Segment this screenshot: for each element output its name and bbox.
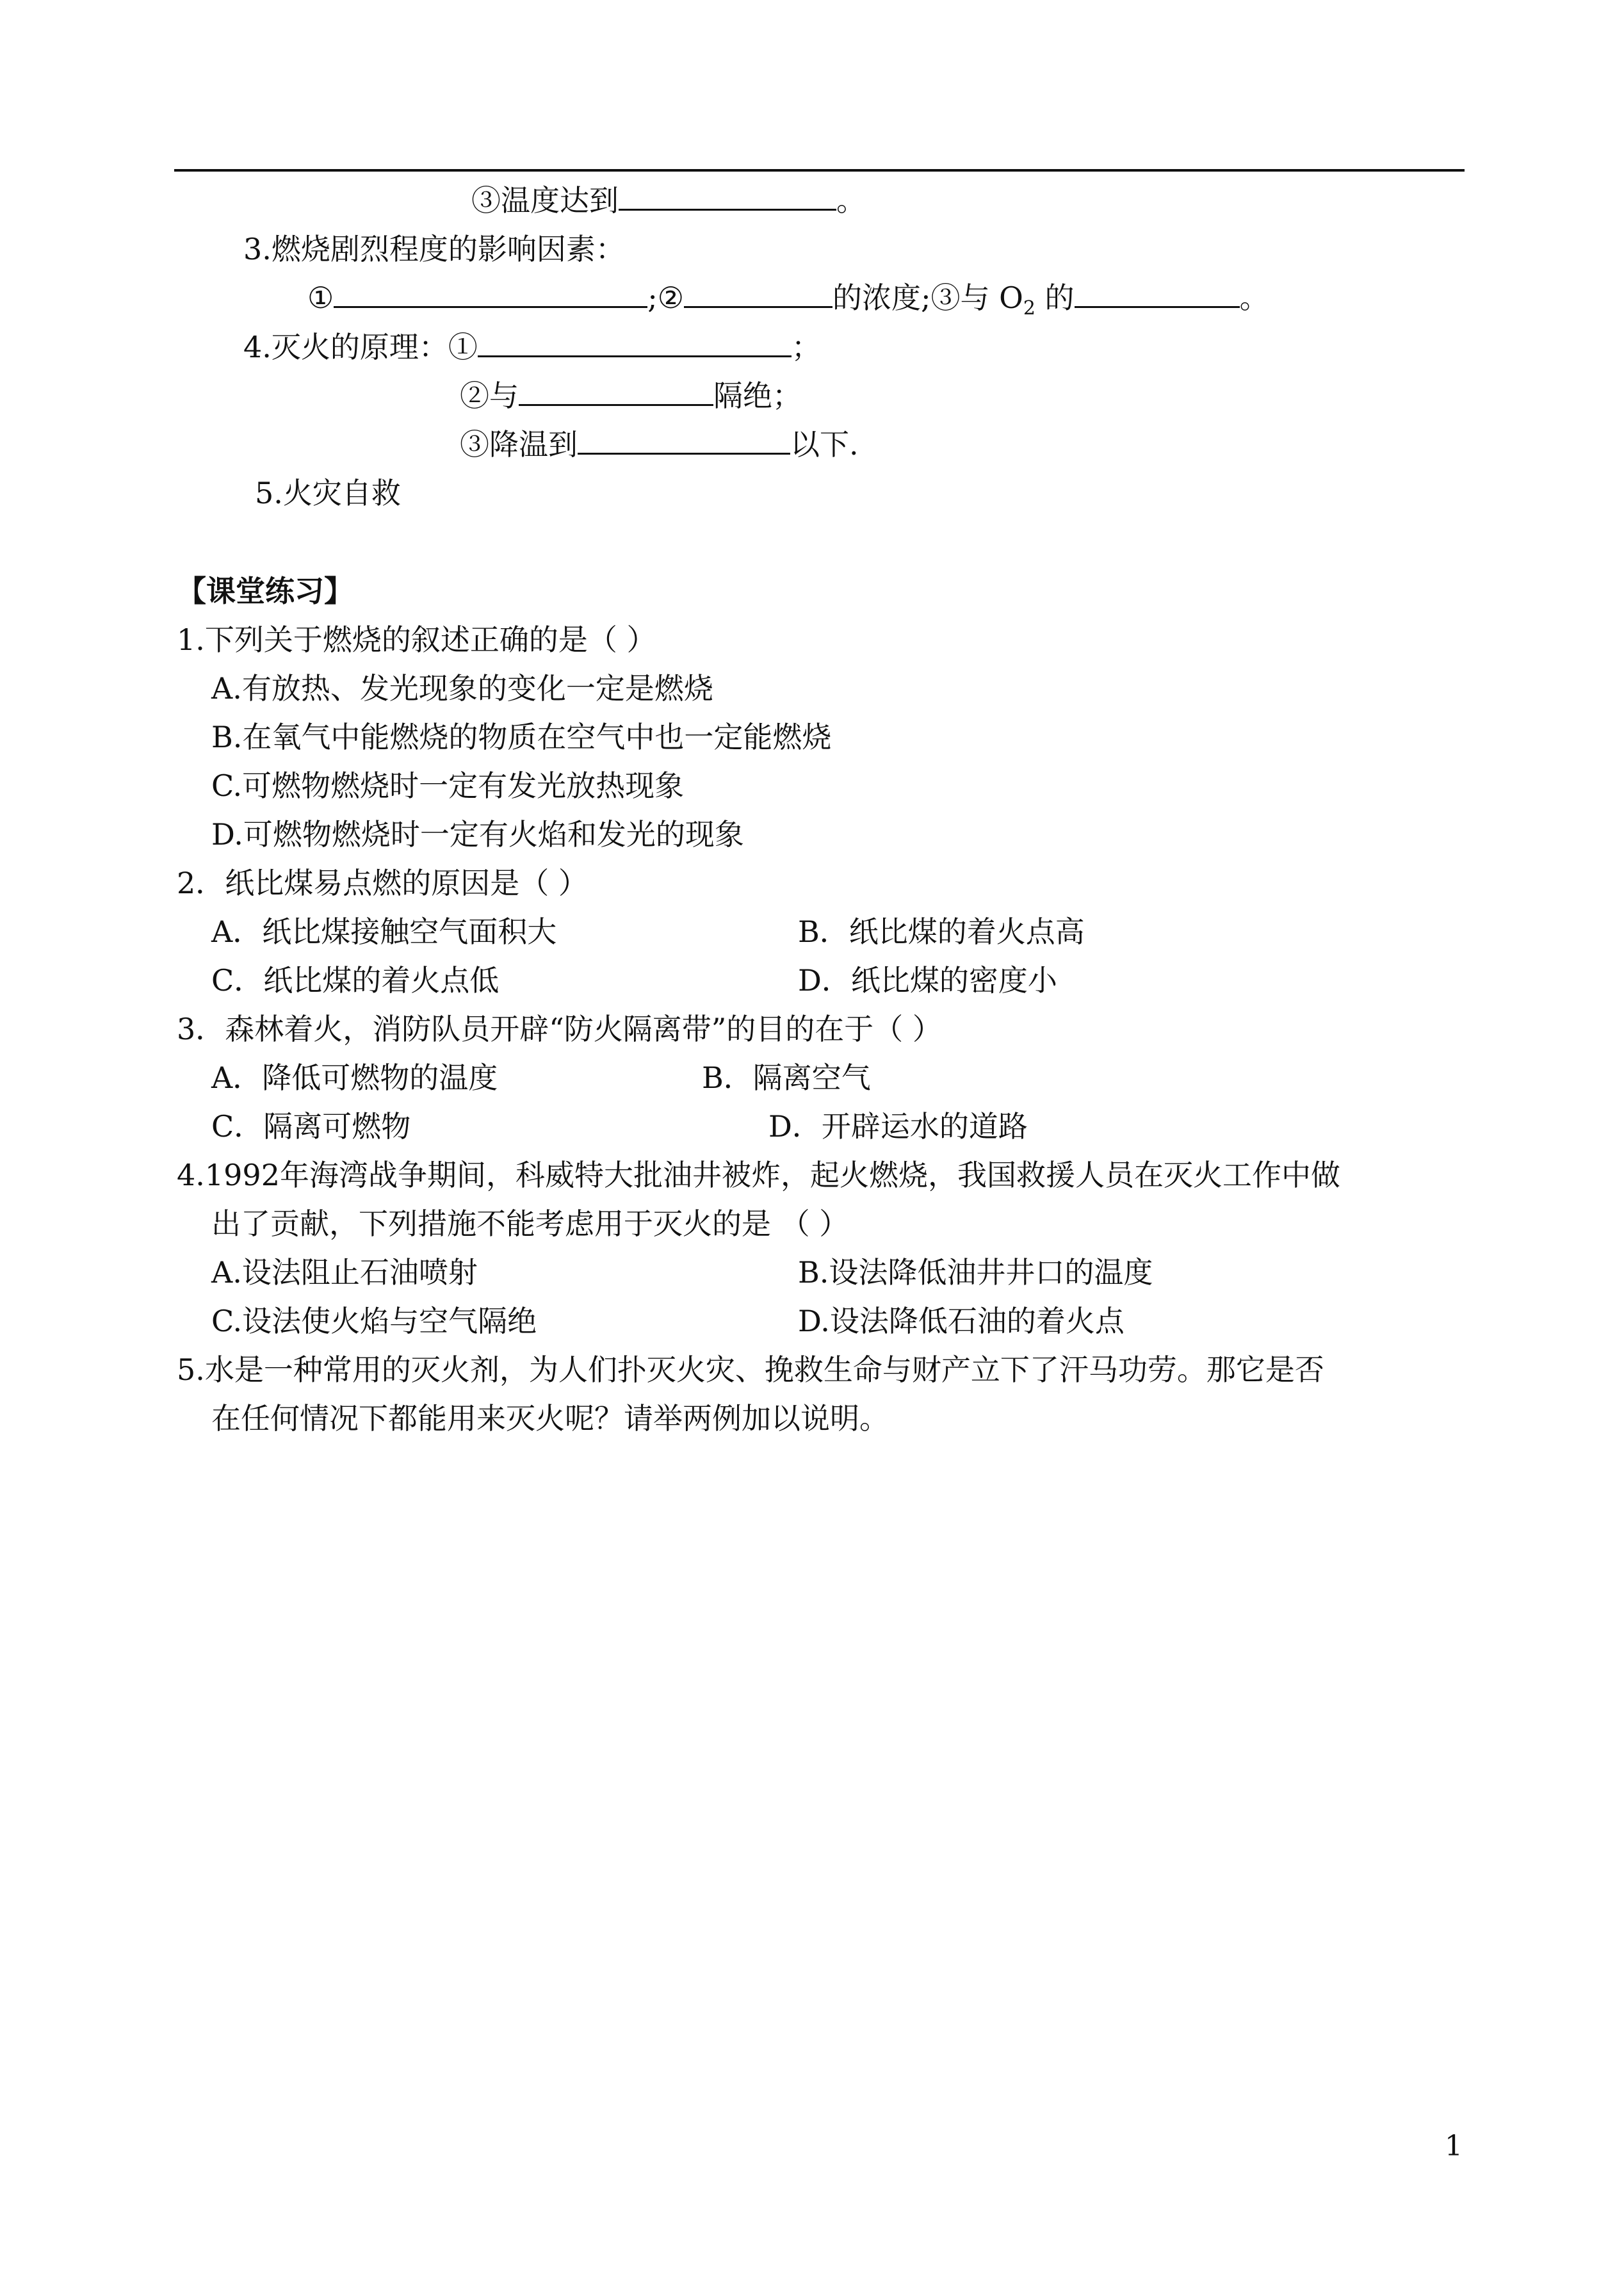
question-option: A．纸比煤接触空气面积大 — [211, 914, 557, 949]
question-option: D.可燃物燃烧时一定有火焰和发光的现象 — [211, 817, 744, 852]
question-option: A.有放热、发光现象的变化一定是燃烧 — [211, 671, 713, 706]
question-option: A．降低可燃物的温度 — [211, 1060, 498, 1095]
question-option: B.设法降低油井井口的温度 — [798, 1255, 1153, 1290]
fill-blank[interactable] — [578, 427, 790, 455]
practice-heading: 【课堂练习】 — [177, 574, 353, 608]
question-option: C.可燃物燃烧时一定有发光放热现象 — [211, 768, 685, 803]
question-option: A.设法阻止石油喷射 — [211, 1255, 478, 1290]
page-number: 1 — [1445, 2130, 1463, 2162]
question-option: B．纸比煤的着火点高 — [798, 914, 1085, 949]
review-item-2c: ③温度达到 。 — [471, 183, 866, 218]
header-rule — [174, 169, 1465, 172]
question-stem: 5.水是一种常用的灭火剂，为人们扑灭火灾、挽救生命与财产立下了汗马功劳。那它是否 — [177, 1352, 1324, 1387]
review-item-3: 3.燃烧剧烈程度的影响因素： — [243, 232, 625, 266]
question-stem: 2．纸比煤易点燃的原因是（ ） — [177, 866, 588, 900]
review-item-4: 4.灭火的原理：① ； — [243, 330, 821, 364]
question-option: D.设法降低石油的着火点 — [798, 1304, 1125, 1338]
question-option: B.在氧气中能燃烧的物质在空气中也一定能燃烧 — [211, 720, 832, 754]
question-option: D．纸比煤的密度小 — [798, 963, 1057, 998]
question-option: B．隔离空气 — [702, 1060, 871, 1095]
question-option: D．开辟运水的道路 — [768, 1109, 1028, 1144]
question-stem-continued: 出了贡献，下列措施不能考虑用于灭火的是 （ ） — [211, 1206, 849, 1241]
review-item-4b: ②与 隔绝； — [460, 378, 802, 413]
question-stem: 4.1992年海湾战争期间，科威特大批油井被炸，起火燃烧，我国救援人员在灭火工作中做 — [177, 1158, 1340, 1192]
question-stem: 3．森林着火，消防队员开辟“防火隔离带”的目的在于（ ） — [177, 1012, 942, 1046]
review-item-3-factors: ① ;② 的浓度;③与 $O_2$ 的 。 — [307, 280, 1269, 320]
fill-blank[interactable] — [1075, 280, 1240, 308]
fill-blank[interactable] — [684, 280, 832, 308]
question-option: C.设法使火焰与空气隔绝 — [211, 1304, 537, 1338]
question-stem-continued: 在任何情况下都能用来灭火呢？请举两例加以说明。 — [211, 1401, 889, 1436]
fill-blank[interactable] — [334, 280, 647, 308]
question-stem: 1.下列关于燃烧的叙述正确的是（ ） — [177, 622, 656, 657]
fill-blank[interactable] — [519, 378, 713, 406]
fill-blank[interactable] — [478, 330, 792, 357]
review-item-5: 5.火灾自救 — [255, 476, 401, 510]
question-option: C．纸比煤的着火点低 — [211, 963, 499, 998]
question-option: C．隔离可燃物 — [211, 1109, 411, 1144]
fill-blank[interactable] — [619, 183, 836, 211]
review-item-4c: ③降温到 以下. — [460, 427, 859, 462]
